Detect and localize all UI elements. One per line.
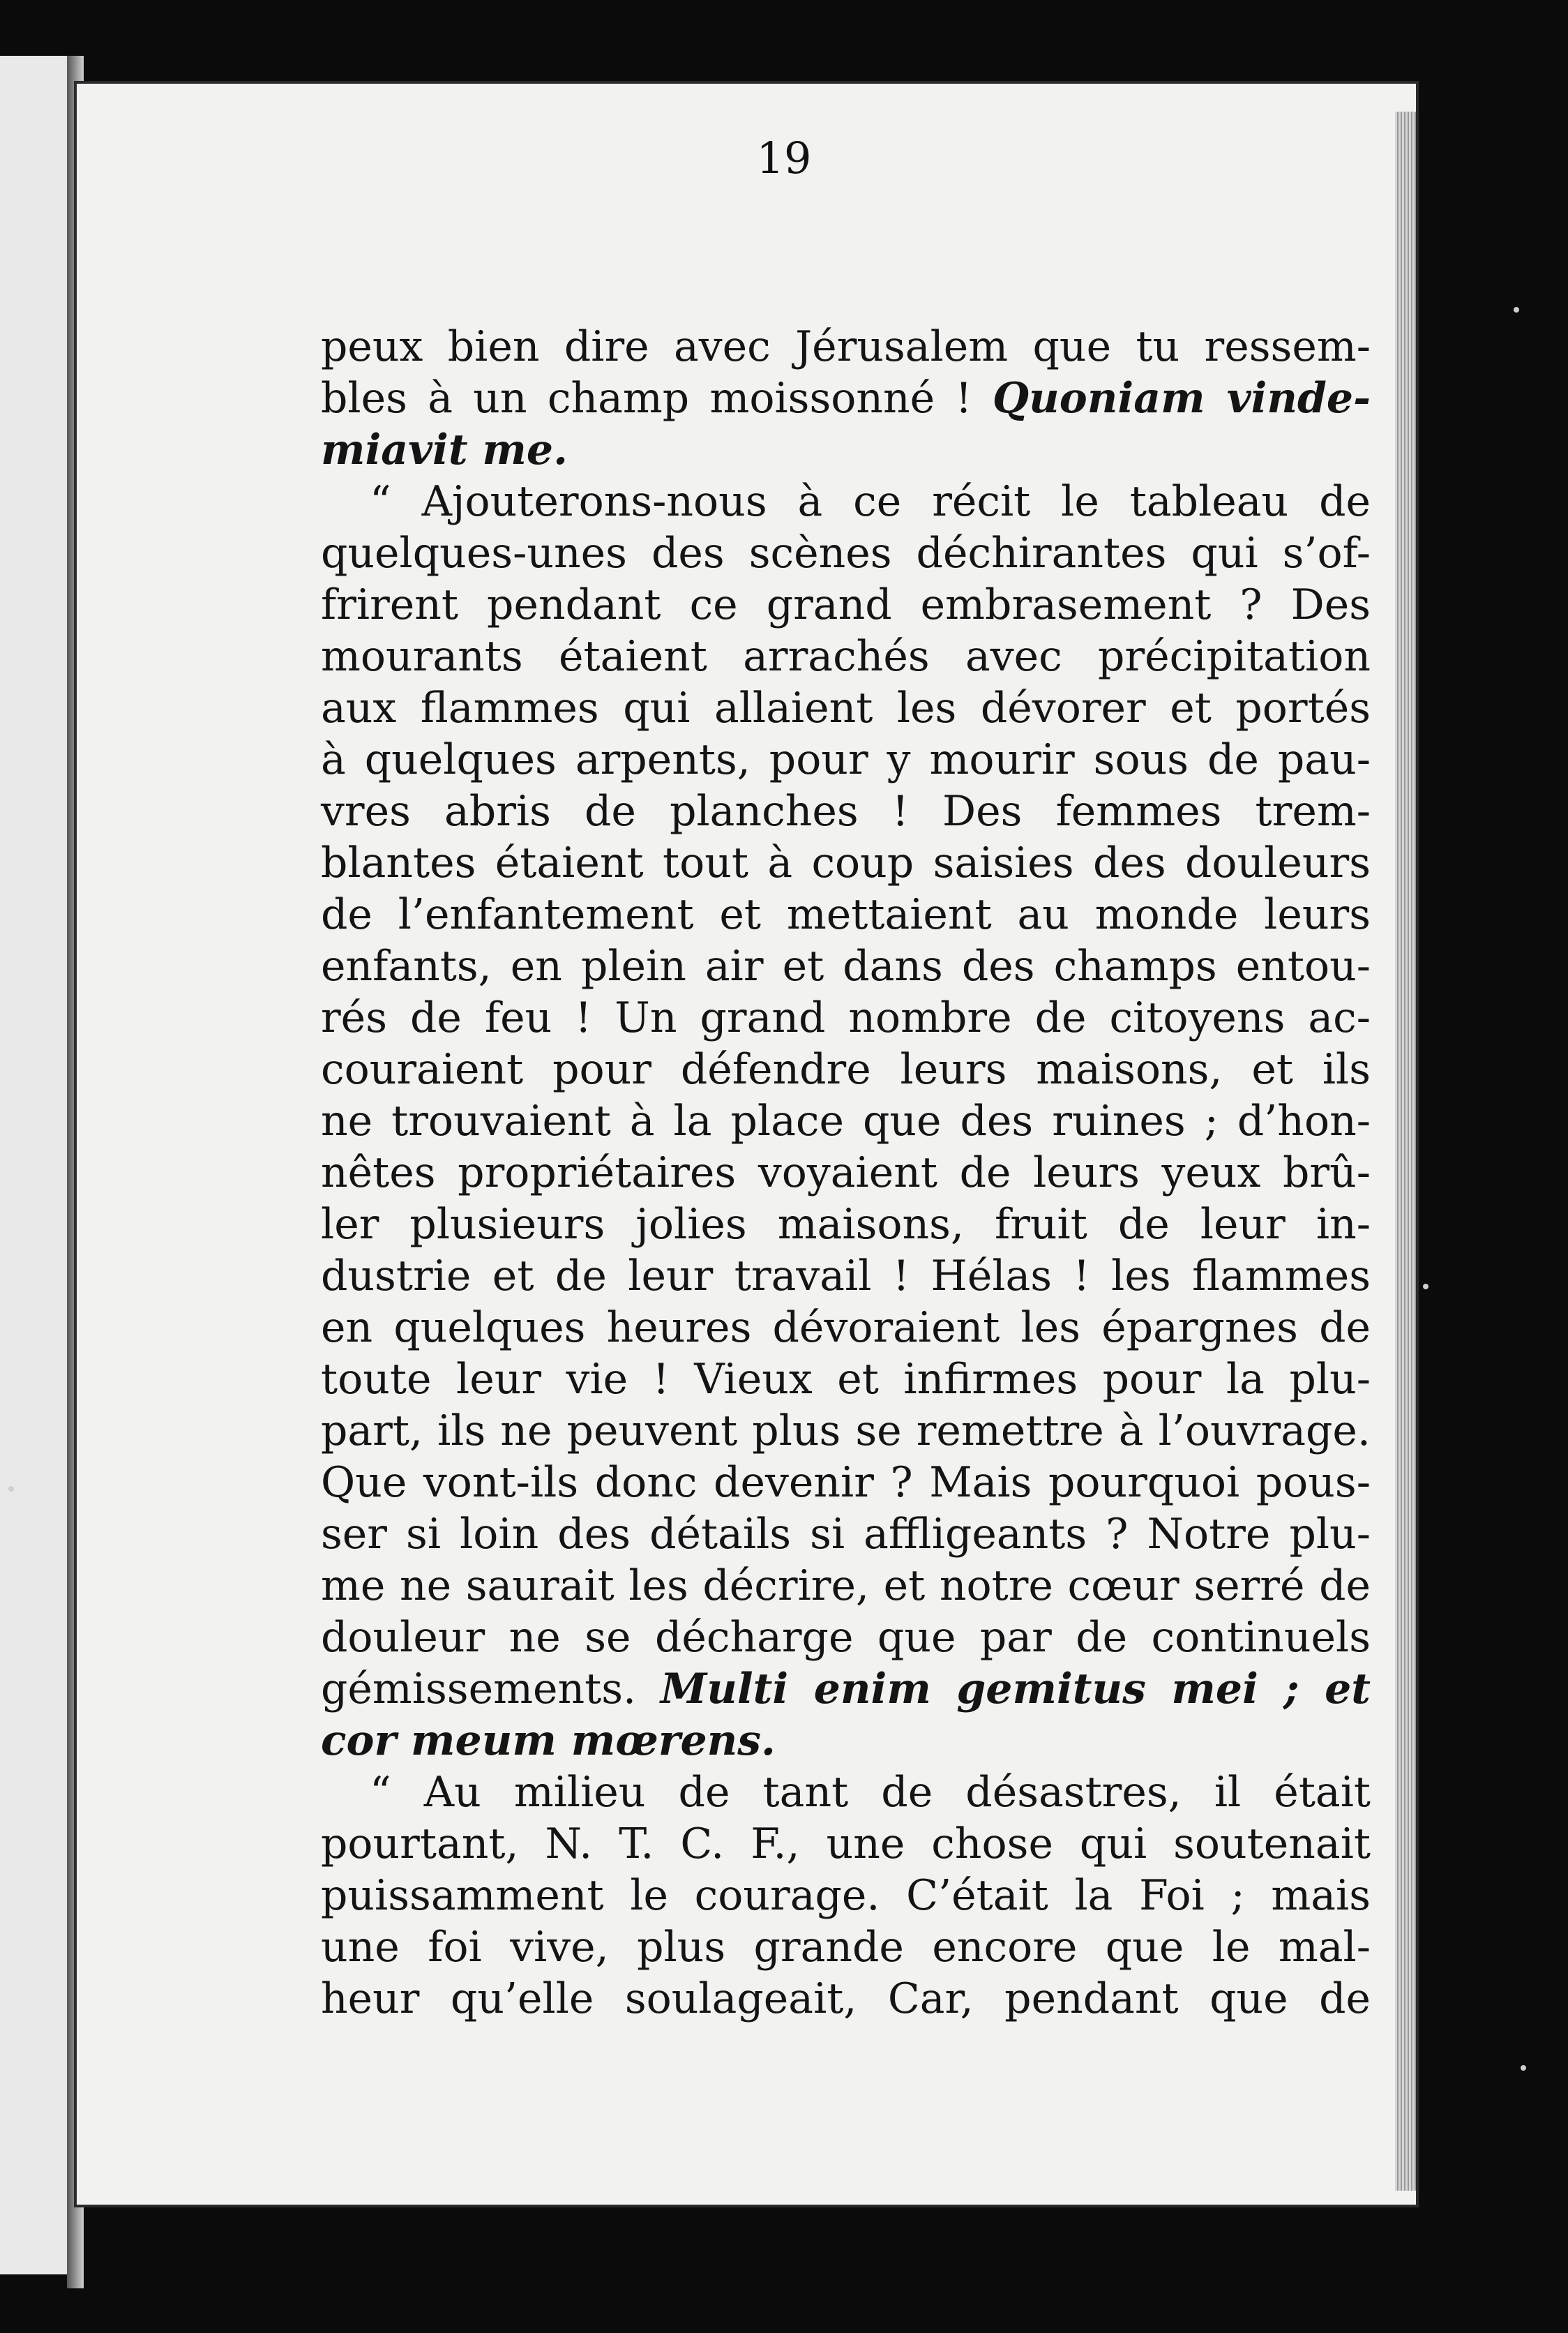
text-line [321,1560,1371,1612]
text-line [321,373,1371,424]
text-line [321,631,1371,682]
line-text: heur qu’elle soulageait, Car, pendant que de [321,1974,1371,2023]
film-speck [1423,1284,1428,1289]
text-line [321,889,1371,940]
text-line [321,1612,1371,1663]
text-line [321,1405,1371,1457]
text-line [321,940,1371,992]
line-text: de l’enfantement et mettaient au monde leurs [321,890,1371,939]
film-speck [1521,2065,1526,2071]
line-text: vres abris de planches ! Des femmes trem- [321,787,1371,836]
line-text: rés de feu ! Un grand nombre de citoyens ac- [321,993,1371,1042]
line-text: nêtes propriétaires voyaient de leurs yeux brû- [321,1148,1371,1197]
line-text: quelques-unes des scènes déchirantes qui s’of- [321,529,1371,578]
line-text: toute leur vie ! Vieux et infirmes pour la plu- [321,1355,1371,1404]
page-stack-edge [1395,112,1416,2191]
text-line [321,527,1371,579]
line-text: enfants, en plein air et dans des champs entou- [321,942,1371,991]
line-text: “ Ajouterons-nous à ce récit le tableau de [370,477,1371,526]
line-text: couraient pour défendre leurs maisons, et ils [321,1045,1371,1094]
line-text: “ Au milieu de tant de désastres, il était [370,1768,1371,1817]
page-number: 19 [756,133,812,183]
latin-quotation: Quoniam vinde- [992,374,1371,423]
text-line [321,579,1371,631]
text-line [321,424,1371,476]
text-line [321,1921,1371,1973]
text-line [321,1199,1371,1250]
text-line [321,476,1371,527]
text-line [321,786,1371,837]
line-text: gémissements. [321,1665,661,1713]
body-text [321,321,1371,2025]
line-text: peux bien dire avec Jérusalem que tu ressem- [321,322,1371,371]
line-text: ser si loin des détails si affligeants ? Notre plu- [321,1510,1371,1559]
text-line [321,1353,1371,1405]
text-line [321,1095,1371,1147]
film-speck [8,1486,14,1492]
line-text: mourants étaient arrachés avec précipitation [321,632,1371,681]
line-text: puissamment le courage. C’était la Foi ; mais [321,1871,1371,1920]
text-line [321,992,1371,1044]
line-text: aux flammes qui allaient les dévorer et portés [321,684,1371,733]
text-line [321,1044,1371,1095]
line-text: douleur ne se décharge que par de continuels [321,1613,1371,1662]
line-text: bles à un champ moissonné ! [321,374,993,423]
line-text: blantes étaient tout à coup saisies des douleurs [321,839,1371,887]
line-text: en quelques heures dévoraient les épargnes de [321,1303,1371,1352]
line-text: une foi vive, plus grande encore que le mal- [321,1923,1371,1972]
line-text: pourtant, N. T. C. F., une chose qui soutenait [321,1820,1371,1868]
latin-quotation: Multi enim gemitus mei ; et [660,1665,1371,1713]
line-text: part, ils ne peuvent plus se remettre à l’ouvrage. [321,1406,1371,1455]
text-line [321,734,1371,786]
text-line [321,1147,1371,1199]
line-text: dustrie et de leur travail ! Hélas ! les flammes [321,1252,1371,1300]
film-speck [1514,307,1519,313]
text-line [321,1302,1371,1353]
text-line [321,1457,1371,1508]
text-line [321,1663,1371,1715]
latin-quotation: miavit me. [321,426,568,474]
text-line [321,1250,1371,1302]
text-line [321,1818,1371,1870]
text-line [321,1973,1371,2025]
line-text: à quelques arpents, pour y mourir sous de pau- [321,735,1371,784]
text-line [321,1766,1371,1818]
text-line [321,837,1371,889]
text-line [321,321,1371,373]
facing-page-edge [0,56,72,2274]
line-text: ler plusieurs jolies maisons, fruit de leur in- [321,1200,1371,1249]
line-text: me ne saurait les décrire, et notre cœur serré de [321,1561,1371,1610]
text-line [321,1508,1371,1560]
latin-quotation: cor meum mœrens. [321,1716,776,1765]
text-line [321,1870,1371,1921]
text-line [321,1715,1371,1766]
text-line [321,682,1371,734]
line-text: ne trouvaient à la place que des ruines ; d’hon- [321,1097,1371,1146]
line-text: frirent pendant ce grand embrasement ? Des [321,580,1371,629]
line-text: Que vont-ils donc devenir ? Mais pourquoi pous- [321,1458,1371,1507]
